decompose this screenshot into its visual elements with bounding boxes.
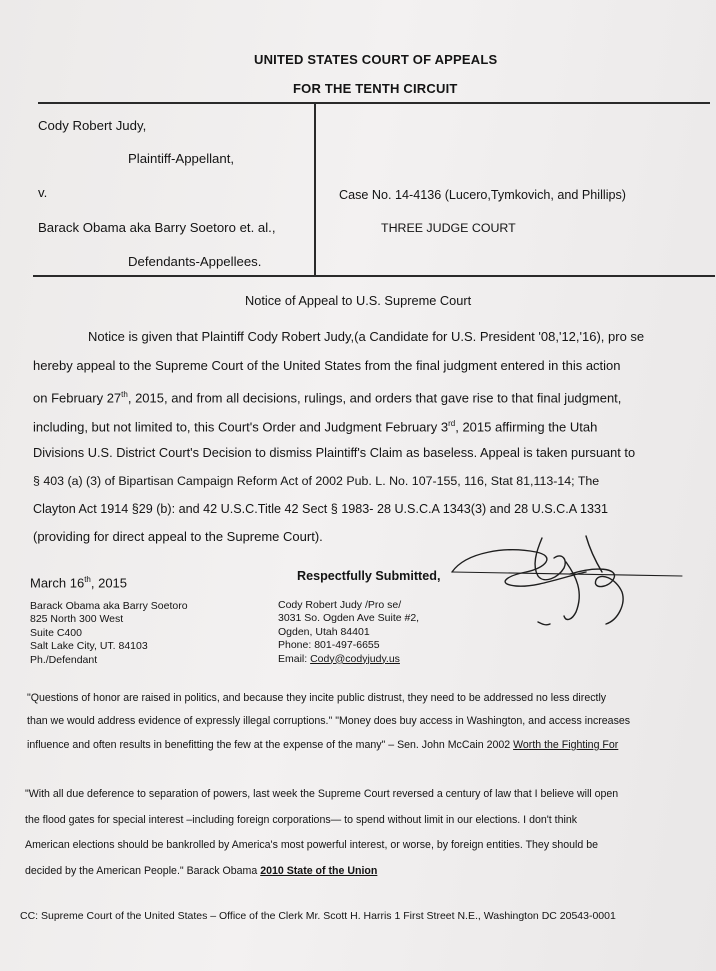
- caption-top-rule: [38, 102, 710, 104]
- plaintiff-name: Cody Robert Judy,: [38, 118, 147, 133]
- notice-line-3: on February 27th, 2015, and from all decisions, rulings, and orders that gave rise to that final judgment,: [33, 390, 622, 406]
- court-title: UNITED STATES COURT OF APPEALS: [254, 52, 498, 67]
- book-title: Worth the Fighting For: [513, 739, 619, 751]
- plaintiff-role: Plaintiff-Appellant,: [128, 151, 235, 166]
- caption-bottom-rule: [33, 275, 715, 277]
- mccain-quote-line-3: influence and often results in benefitting the few at the expense of the many" – Sen. John McCain 2002 Worth the Fighting For: [27, 739, 619, 751]
- defendant-address-line: 825 North 300 West: [30, 613, 124, 626]
- plaintiff-address-line: Ogden, Utah 84401: [278, 625, 370, 638]
- respectfully-submitted: Respectfully Submitted,: [297, 569, 441, 583]
- defendant-address-line: Barack Obama aka Barry Soetoro: [30, 600, 188, 612]
- notice-title: Notice of Appeal to U.S. Supreme Court: [245, 293, 472, 308]
- caption-divider: [314, 103, 316, 275]
- obama-quote-line-1: "With all due deference to separation of powers, last week the Supreme Court reversed a century of law that I believe will open: [25, 788, 619, 800]
- plaintiff-address-line: 3031 So. Ogden Ave Suite #2,: [278, 612, 420, 625]
- notice-line-7: Clayton Act 1914 §29 (b): and 42 U.S.C.Title 42 Sect § 1983- 28 U.S.C.A 1343(3) and 28 U.S.C.A 1331: [33, 502, 608, 516]
- handwritten-signature: [446, 532, 686, 632]
- versus: v.: [38, 185, 48, 200]
- notice-line-1: Notice is given that Plaintiff Cody Robert Judy,(a Candidate for U.S. President '08,'12,'16), pro se: [88, 329, 645, 344]
- notice-line-4: including, but not limited to, this Court's Order and Judgment February 3rd, 2015 affirming the Utah: [33, 419, 598, 435]
- notice-line-8: (providing for direct appeal to the Supreme Court).: [33, 529, 323, 544]
- circuit-title: FOR THE TENTH CIRCUIT: [293, 81, 458, 96]
- filing-date: March 16th, 2015: [30, 575, 128, 591]
- obama-quote-line-4: decided by the American People." Barack Obama 2010 State of the Union: [25, 865, 378, 877]
- defendant-address-line: Ph./Defendant: [30, 653, 98, 666]
- three-judge-court: THREE JUDGE COURT: [381, 221, 516, 235]
- notice-line-5: Divisions U.S. District Court's Decision to dismiss Plaintiff's Claim as baseless. Appeal is taken pursuant to: [33, 445, 636, 460]
- email-link[interactable]: Cody@codyjudy.us: [310, 652, 400, 665]
- mccain-quote-line-2: than we would address evidence of expressly illegal corruptions." "Money does buy access in Washington, and access increases: [27, 715, 631, 727]
- defendant-name: Barack Obama aka Barry Soetoro et. al.,: [38, 220, 276, 235]
- obama-quote-line-2: the flood gates for special interest –including foreign corporations— to spend without limit in our elections. I don't think: [25, 814, 578, 826]
- plaintiff-address-line: Cody Robert Judy /Pro se/: [278, 599, 402, 611]
- defendant-address-line: Suite C400: [30, 626, 82, 639]
- defendant-role: Defendants-Appellees.: [128, 254, 262, 269]
- cc-line: CC: Supreme Court of the United States – Office of the Clerk Mr. Scott H. Harris 1 First Street N.E., Washington DC 20543-0001: [20, 910, 616, 922]
- defendant-address: [30, 600, 188, 667]
- defendant-address-line: Salt Lake City, UT. 84103: [30, 640, 148, 653]
- case-number: Case No. 14-4136 (Lucero,Tymkovich, and Phillips): [339, 188, 626, 202]
- notice-line-2: hereby appeal to the Supreme Court of the United States from the final judgment entered in this action: [33, 358, 621, 373]
- plaintiff-address-line: Phone: 801-497-6655: [278, 639, 380, 652]
- obama-quote-line-3: American elections should be bankrolled by America's most powerful interest, or worse, by foreign entities. They should be: [25, 839, 599, 851]
- speech-title: 2010 State of the Union: [260, 865, 378, 877]
- plaintiff-email-line: Email: Cody@codyjudy.us: [278, 652, 400, 665]
- plaintiff-address: [278, 599, 419, 666]
- mccain-quote-line-1: "Questions of honor are raised in politics, and because they incite public distrust, they need to be addressed no less directly: [27, 692, 607, 704]
- notice-line-6: § 403 (a) (3) of Bipartisan Campaign Reform Act of 2002 Pub. L. No. 107-155, 116, Stat 81,113-14; The: [33, 474, 600, 488]
